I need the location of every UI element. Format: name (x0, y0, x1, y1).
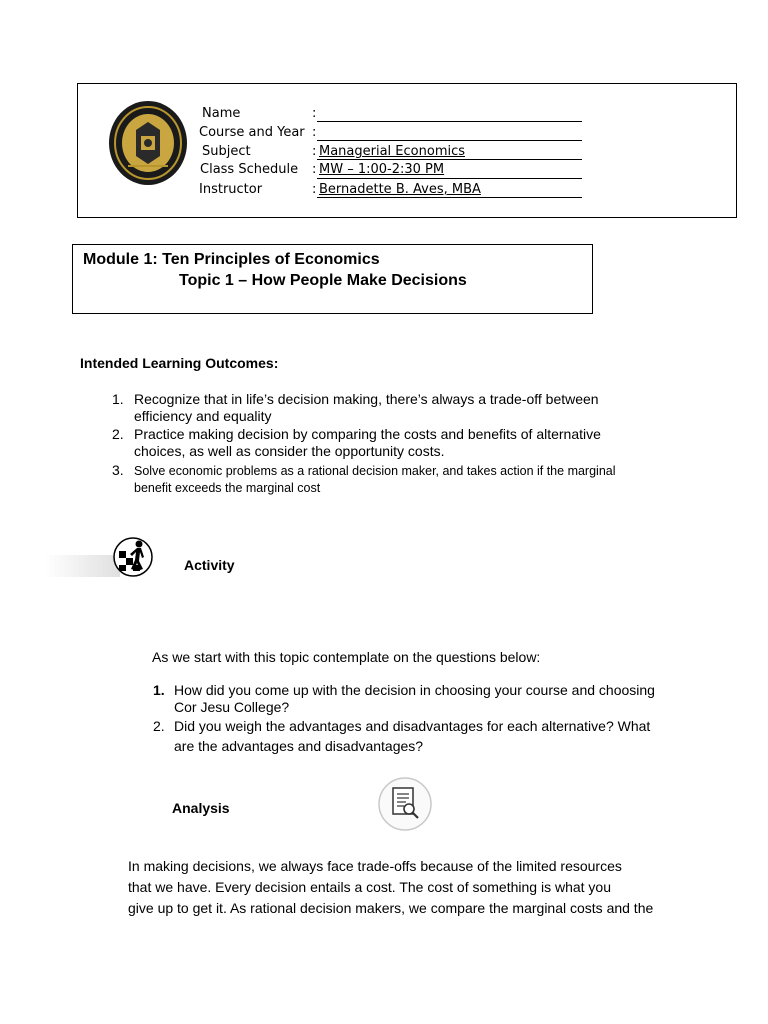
college-seal-logo (108, 100, 188, 186)
analysis-paragraph-line-2: that we have. Every decision entails a cost. The cost of something is what you (128, 879, 611, 895)
name-field-line[interactable] (317, 121, 582, 122)
class-schedule-value: MW – 1:00-2:30 PM (319, 162, 445, 177)
module-title: Module 1: Ten Principles of Economics (83, 251, 380, 268)
topic-title: Topic 1 – How People Make Decisions (179, 272, 467, 289)
instructor-label: Instructor (199, 182, 263, 197)
instructor-value: Bernadette B. Aves, MBA (319, 182, 481, 197)
course-year-colon: : (312, 125, 317, 140)
question-1-line-1: How did you come up with the decision in choosing your course and choosing (174, 682, 655, 698)
question-2-line-2: are the advantages and disadvantages? (174, 738, 424, 754)
name-label: Name (202, 106, 241, 121)
question-2-line-1: Did you weigh the advantages and disadvantages for each alternative? What (174, 718, 651, 734)
course-year-field-line[interactable] (317, 140, 582, 141)
analysis-label: Analysis (172, 800, 230, 816)
question-1-line-2: Cor Jesu College? (174, 699, 290, 715)
question-1-number: 1. (153, 682, 165, 698)
activity-banner-fade (45, 555, 120, 577)
class-schedule-field-line (317, 178, 582, 179)
analysis-paragraph-line-3: give up to get it. As rational decision makers, we compare the marginal costs and the (128, 900, 654, 916)
instructor-colon: : (312, 182, 317, 197)
outcome-2-line-2: choices, as well as consider the opportunity costs. (134, 443, 445, 459)
outcome-2-number: 2. (112, 426, 124, 442)
outcome-2-line-1: Practice making decision by comparing the costs and benefits of alternative (134, 426, 601, 442)
outcome-3-line-2: benefit exceeds the marginal cost (134, 481, 321, 495)
class-schedule-label: Class Schedule (200, 162, 299, 177)
question-2-number: 2. (153, 718, 165, 734)
outcome-1-line-1: Recognize that in life’s decision making, there’s always a trade-off between (134, 391, 599, 407)
activity-intro: As we start with this topic contemplate on the questions below: (152, 649, 541, 665)
outcome-3-number: 3. (112, 462, 124, 478)
name-colon: : (312, 106, 317, 121)
puzzle-person-icon (113, 537, 153, 577)
document-magnifier-icon (378, 777, 432, 831)
analysis-paragraph-line-1: In making decisions, we always face trade-offs because of the limited resources (128, 858, 622, 874)
outcome-1-line-2: efficiency and equality (134, 408, 272, 424)
outcome-3-line-1: Solve economic problems as a rational decision maker, and takes action if the marginal (134, 464, 616, 478)
subject-value: Managerial Economics (319, 144, 466, 159)
activity-label: Activity (184, 557, 235, 573)
course-year-label: Course and Year (199, 125, 305, 140)
subject-colon: : (312, 144, 317, 159)
outcomes-heading: Intended Learning Outcomes: (80, 355, 279, 371)
subject-label: Subject (202, 144, 251, 159)
outcome-1-number: 1. (112, 391, 124, 407)
class-schedule-colon: : (312, 162, 317, 177)
